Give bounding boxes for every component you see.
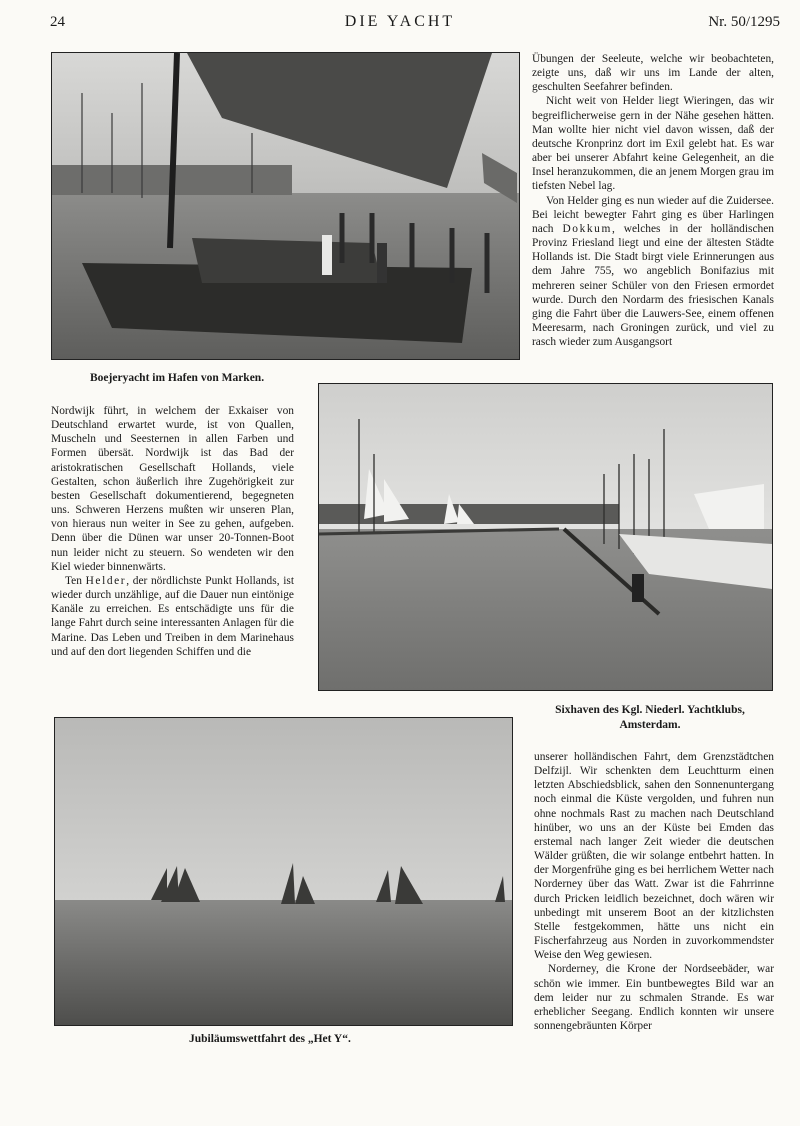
text-run: Von Helder ging es nun wieder auf die Zuidersee. Bei leicht bewegter Fahrt ging es über Harlingen nach: [532, 194, 774, 235]
text-column-middle-left: [51, 404, 294, 659]
paragraph: Nordwijk führt, in welchem der Exkaiser von Deutschland erwartet wurde, ist von Quallen, Muscheln und Seesternen in allen Farben und Formen übersät. Nordwijk ist das Bad der aristokratischen Gesellschaft Hollands, viele Gestalten, schon äußerlich ihre Zugehörigkeit zur besten Gesellschaft dokumentierend, begegneten uns. Schweren Herzens mußten wir unseren Plan, von hieraus nun weiter in See zu gehen, aufgeben. Denn über die Dünen war unser 20-Tonnen-Boot nun leider nicht zu steuern. So wendeten wir den Kiel wieder binnenwärts.: [51, 405, 294, 573]
issue-number: Nr. 50/1295: [708, 14, 780, 30]
paragraph: Nicht weit von Helder liegt Wieringen, das wir begreiflicherweise gern in der Nähe gesehen hätten. Man wollte hier nicht viel davon wissen, daß der deutsche Kronprinz dort im Exil gelebt hat. Es war aber bei unserer Abfahrt keine Gelegenheit, an die Insel heranzukommen, die an jenem Morgen grau im tiefsten Nebel lag.: [532, 95, 774, 193]
text-run: , der nördlichste Punkt Hollands, ist wieder durch unzählige, auf die Dauer nun eintönige Kanäle zu erreichen. Es entschädigte uns für die lange Fahrt durch seine interessanten Anlagen für die Marine. Das Leben und Treiben in dem Marinehaus und auf den dort liegenden Schiffen und die: [51, 574, 294, 658]
journal-title: DIE YACHT: [344, 13, 456, 30]
spaced-place-name: Dokkum: [562, 222, 612, 235]
spaced-place-name: Helder: [85, 574, 127, 587]
page-number: 24: [50, 14, 65, 30]
caption-fig1: Boejeryacht im Hafen von Marken.: [90, 372, 265, 384]
caption-line: Amsterdam.: [619, 719, 681, 731]
text-column-bottom-right: [534, 750, 774, 1033]
photo-jubilaeumswettfahrt: [54, 717, 513, 1026]
text-column-top-right: [532, 52, 774, 349]
text-run: , welches in der holländischen Provinz Friesland liegt und eine der ältesten Städte Hollands ist. Die Stadt birgt viele Erinnerungen aus dem Jahre 755, wo angeblich Bonifazius mit mehreren seiner Schüler von den Friesen ermordet wurde. Durch den Nordarm des friesischen Kanals ging die Fahrt über die Lauwers-See, einem offenen Meeresarm, nach Groningen zurück, und viel zu rasch wieder zum Ausgangsort: [532, 222, 774, 349]
photo-boejeryacht: [51, 52, 520, 360]
paragraph: [51, 574, 294, 659]
photo-sixhaven: [318, 383, 773, 691]
caption-line: Sixhaven des Kgl. Niederl. Yachtklubs,: [555, 704, 745, 716]
text-run: Ten: [65, 574, 86, 587]
paragraph: [532, 194, 774, 350]
paragraph: unserer holländischen Fahrt, dem Grenzstädtchen Delfzijl. Wir schenkten dem Leuchtturm einen letzten Abschiedsblick, sahen den Sonnenuntergang noch einmal die Küste vergolden, und fuhren nun ohne nochmals Rast zu machen nach Deutschland hinüber, wo uns an der Küste bei Emden das erstemal nach langer Zeit wieder die deutschen Wälder grüßten, die wir solange entbehrt hatten. In der Morgenfrühe ging es bei herrlichem Wetter nach Norderney über das Watt. Zwar ist die Fahrrinne durch Pricken leidlich bezeichnet, doch wären wir unbedingt mit unserem Boot an der kitzlichsten Stelle festgekommen, hätte uns nicht ein Fischerfahrzeug aus Norden in zuvorkommendster Weise den Weg gewiesen.: [534, 751, 774, 962]
caption-fig3: Jubiläumswettfahrt des „Het Y“.: [189, 1033, 351, 1045]
paragraph: Übungen der Seeleute, welche wir beobachteten, zeigte uns, daß wir uns im Lande der alten, geschulten Seefahrer befinden.: [532, 53, 774, 94]
paragraph: Norderney, die Krone der Nordseebäder, war schön wie immer. Ein buntbewegtes Bild war an dem leider nur zu schmalen Strande. Es war erheblicher Seegang. Endlich konnten wir unsere sonnengebräunten Körper: [534, 963, 774, 1032]
caption-fig2: [534, 703, 766, 733]
